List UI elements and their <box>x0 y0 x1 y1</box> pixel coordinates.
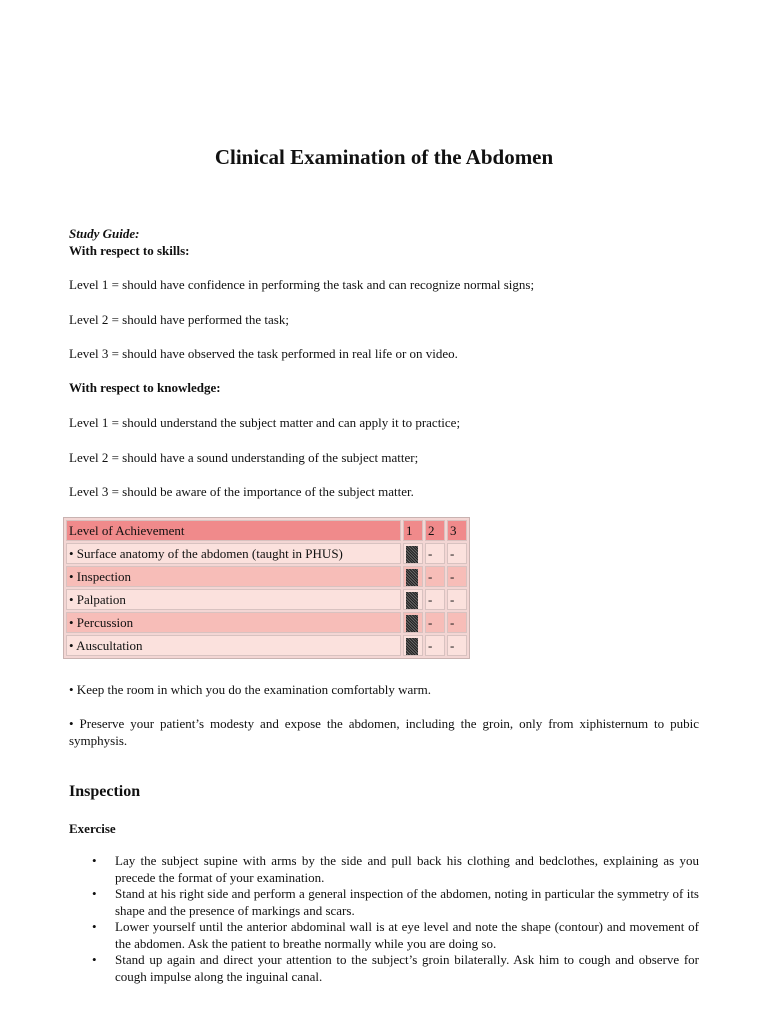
level-3-cell: - <box>447 612 467 633</box>
note-modesty: • Preserve your patient’s modesty and expose the abdomen, including the groin, only from xiphisternum to pubic symphysis. <box>69 716 699 748</box>
level-3-cell: - <box>447 635 467 656</box>
achievement-table <box>63 517 470 659</box>
bullet-icon: • <box>92 952 97 967</box>
exercise-steps-list <box>69 853 699 985</box>
level-2-cell: - <box>425 566 445 587</box>
level-3-cell: - <box>447 543 467 564</box>
level-1-cell <box>403 566 423 587</box>
level-2-cell: - <box>425 589 445 610</box>
header-level-3: 3 <box>447 520 467 541</box>
knowledge-level-2: Level 2 = should have a sound understanding of the subject matter; <box>69 450 419 465</box>
row-item: • Surface anatomy of the abdomen (taught in PHUS) <box>66 543 401 564</box>
note-room-warm: • Keep the room in which you do the examination comfortably warm. <box>69 682 431 697</box>
step-text: Lower yourself until the anterior abdominal wall is at eye level and note the shape (contour) and movement of the abdomen. Ask the patient to breathe normally while you are doing so. <box>115 919 699 951</box>
table-row <box>66 566 467 587</box>
row-item: • Auscultation <box>66 635 401 656</box>
header-level-2: 2 <box>425 520 445 541</box>
table-row <box>66 589 467 610</box>
section-heading-inspection: Inspection <box>69 783 141 800</box>
shaded-block-icon <box>406 615 418 632</box>
header-level-1: 1 <box>403 520 423 541</box>
shaded-block-icon <box>406 638 418 655</box>
list-item <box>69 886 699 919</box>
table-header-row <box>66 520 467 541</box>
study-guide-label: Study Guide: <box>69 226 140 241</box>
table-row <box>66 635 467 656</box>
skills-level-1: Level 1 = should have confidence in performing the task and can recognize normal signs; <box>69 277 535 292</box>
row-item: • Palpation <box>66 589 401 610</box>
knowledge-heading: With respect to knowledge: <box>69 380 221 395</box>
list-item <box>69 919 699 952</box>
step-text: Stand up again and direct your attention to the subject’s groin bilaterally. Ask him to cough and observe for cough impulse along the inguinal canal. <box>115 952 699 984</box>
table-row <box>66 543 467 564</box>
level-2-cell: - <box>425 635 445 656</box>
knowledge-level-1: Level 1 = should understand the subject matter and can apply it to practice; <box>69 415 461 430</box>
level-1-cell <box>403 543 423 564</box>
step-text: Lay the subject supine with arms by the side and pull back his clothing and bedclothes, explaining as you precede the format of your examination. <box>115 853 699 885</box>
row-item: • Inspection <box>66 566 401 587</box>
level-2-cell: - <box>425 543 445 564</box>
bullet-icon: • <box>92 919 97 934</box>
table-row <box>66 612 467 633</box>
level-1-cell <box>403 635 423 656</box>
step-text: Stand at his right side and perform a general inspection of the abdomen, noting in particular the symmetry of its shape and the presence of markings and scars. <box>115 886 699 918</box>
list-item <box>69 853 699 886</box>
level-1-cell <box>403 612 423 633</box>
level-2-cell: - <box>425 612 445 633</box>
skills-level-2: Level 2 = should have performed the task; <box>69 312 289 327</box>
bullet-icon: • <box>92 853 97 868</box>
header-level-of-achievement: Level of Achievement <box>66 520 401 541</box>
exercise-heading: Exercise <box>69 821 116 836</box>
knowledge-level-3: Level 3 = should be aware of the importance of the subject matter. <box>69 484 414 499</box>
row-item: • Percussion <box>66 612 401 633</box>
document-title: Clinical Examination of the Abdomen <box>214 145 554 169</box>
shaded-block-icon <box>406 592 418 609</box>
skills-heading: With respect to skills: <box>69 243 190 258</box>
bullet-icon: • <box>92 886 97 901</box>
level-1-cell <box>403 589 423 610</box>
shaded-block-icon <box>406 569 418 586</box>
level-3-cell: - <box>447 566 467 587</box>
level-3-cell: - <box>447 589 467 610</box>
list-item <box>69 952 699 985</box>
shaded-block-icon <box>406 546 418 563</box>
skills-level-3: Level 3 = should have observed the task performed in real life or on video. <box>69 346 458 361</box>
